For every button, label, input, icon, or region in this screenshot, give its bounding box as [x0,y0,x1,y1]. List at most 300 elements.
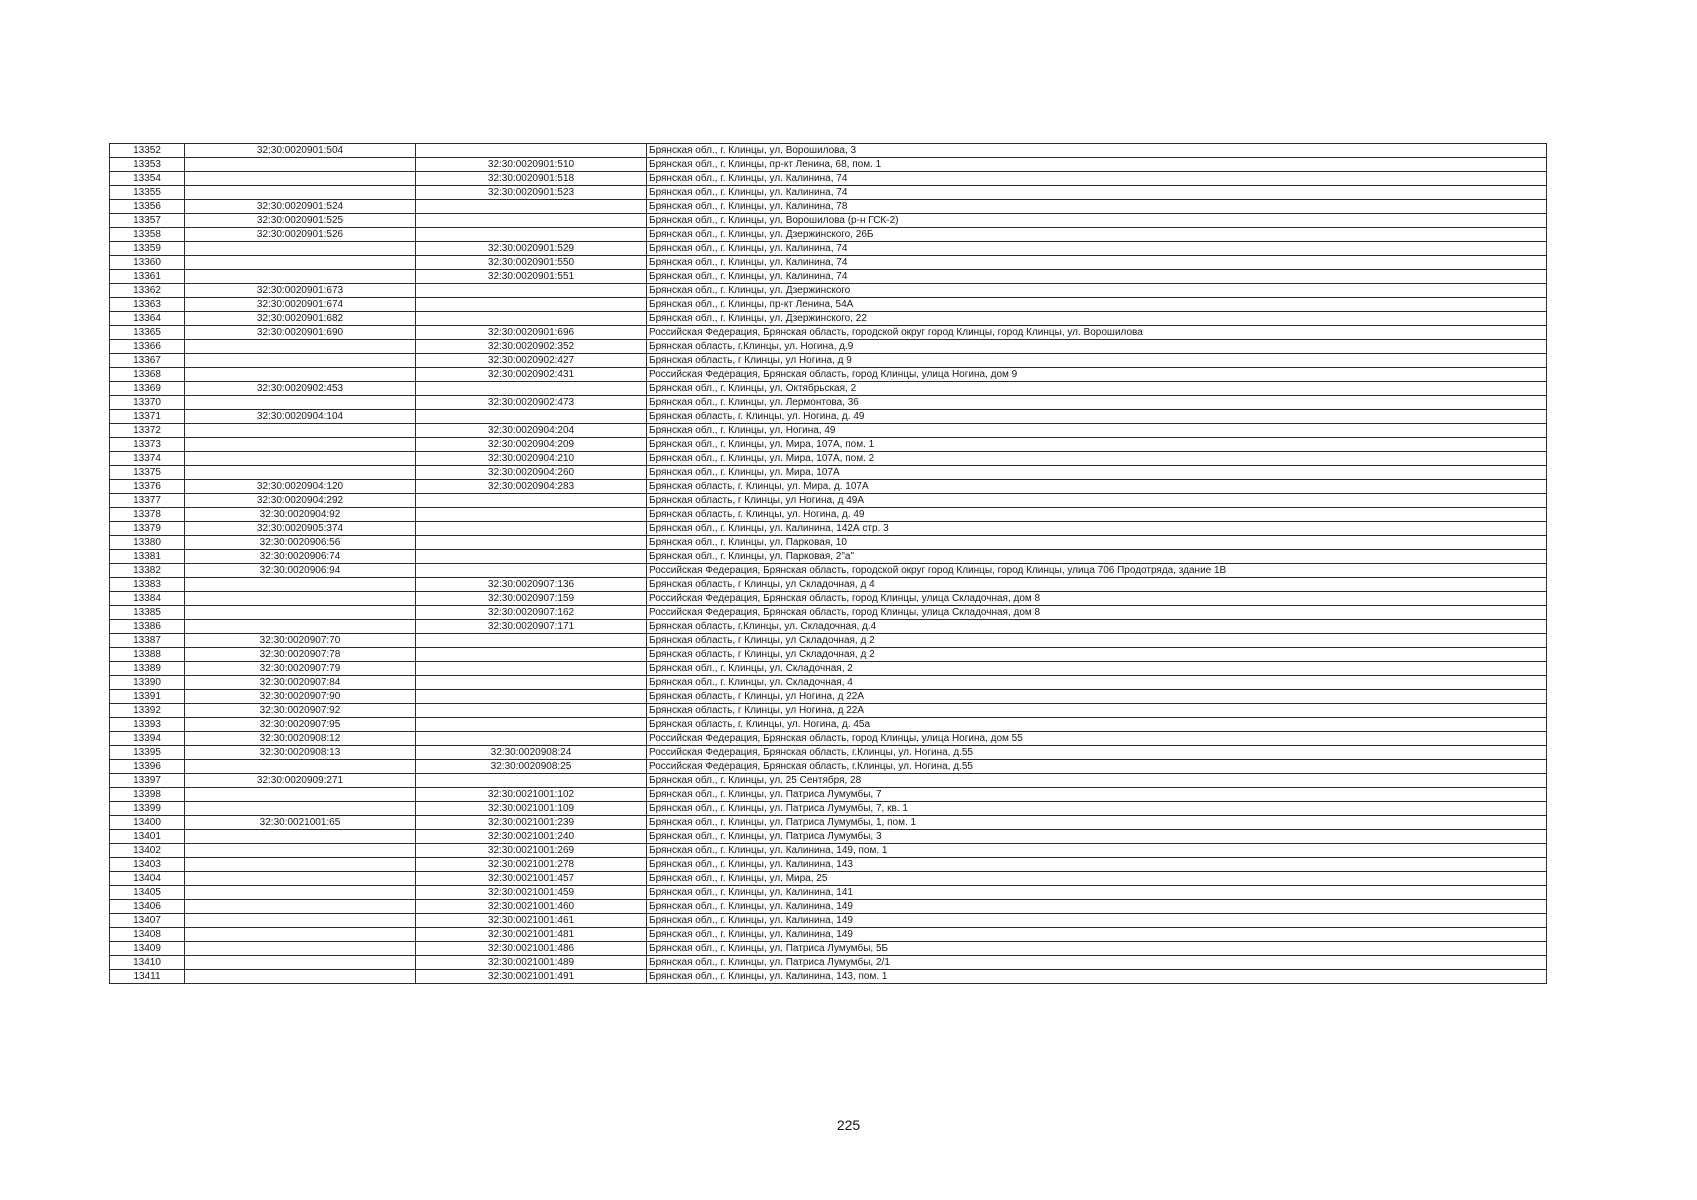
address-cell: Брянская обл., г. Клинцы, пр-кт Ленина, 68, пом. 1 [647,158,1547,172]
row-number-cell: 13405 [110,886,185,900]
address-cell: Брянская область, г.Клинцы, ул. Ногина, д.9 [647,340,1547,354]
table-row [110,900,1547,914]
cadastral-number-b-cell: 32:30:0020904:210 [416,452,647,466]
cadastral-number-b-cell: 32:30:0020908:24 [416,746,647,760]
cadastral-number-a-cell: 32:30:0020906:94 [185,564,416,578]
row-number-cell: 13370 [110,396,185,410]
table-row [110,690,1547,704]
address-cell: Брянская обл., г. Клинцы, ул. Ногина, 49 [647,424,1547,438]
cadastral-number-a-cell [185,760,416,774]
cadastral-number-a-cell [185,900,416,914]
cadastral-number-b-cell [416,312,647,326]
row-number-cell: 13353 [110,158,185,172]
table-row [110,410,1547,424]
cadastral-number-a-cell [185,830,416,844]
cadastral-number-b-cell: 32:30:0021001:457 [416,872,647,886]
address-cell: Брянская обл., г. Клинцы, ул. Калинина, 149 [647,928,1547,942]
cadastral-number-a-cell: 32:30:0020901:524 [185,200,416,214]
cadastral-number-b-cell [416,508,647,522]
address-cell: Брянская обл., г. Клинцы, ул. Мира, 25 [647,872,1547,886]
table-row [110,648,1547,662]
cadastral-number-b-cell: 32:30:0021001:239 [416,816,647,830]
table-row [110,494,1547,508]
cadastral-number-b-cell [416,382,647,396]
cadastral-number-a-cell [185,396,416,410]
table-row [110,872,1547,886]
address-cell: Российская Федерация, Брянская область, город Клинцы, улица Складочная, дом 8 [647,606,1547,620]
cadastral-number-b-cell: 32:30:0020907:171 [416,620,647,634]
cadastral-number-b-cell [416,284,647,298]
table-row [110,368,1547,382]
cadastral-number-a-cell [185,172,416,186]
cadastral-number-b-cell: 32:30:0021001:491 [416,970,647,984]
table-row [110,816,1547,830]
row-number-cell: 13400 [110,816,185,830]
address-cell: Брянская область, г Клинцы, ул Складочная, д 2 [647,634,1547,648]
cadastral-number-a-cell [185,466,416,480]
cadastral-number-b-cell [416,564,647,578]
cadastral-number-a-cell [185,256,416,270]
row-number-cell: 13354 [110,172,185,186]
cadastral-number-a-cell: 32:30:0020904:120 [185,480,416,494]
cadastral-number-a-cell: 32:30:0020901:526 [185,228,416,242]
address-cell: Брянская область, г Клинцы, ул Ногина, д 22А [647,704,1547,718]
row-number-cell: 13365 [110,326,185,340]
cadastral-number-a-cell [185,270,416,284]
table-row [110,480,1547,494]
cadastral-number-b-cell: 32:30:0021001:240 [416,830,647,844]
row-number-cell: 13402 [110,844,185,858]
row-number-cell: 13391 [110,690,185,704]
row-number-cell: 13367 [110,354,185,368]
cadastral-number-b-cell [416,214,647,228]
table-row [110,550,1547,564]
address-cell: Брянская область, г Клинцы, ул Ногина, д 9 [647,354,1547,368]
row-number-cell: 13372 [110,424,185,438]
cadastral-number-b-cell: 32:30:0021001:278 [416,858,647,872]
row-number-cell: 13371 [110,410,185,424]
address-cell: Брянская обл., г. Клинцы, ул. Калинина, 78 [647,200,1547,214]
row-number-cell: 13377 [110,494,185,508]
address-cell: Брянская обл., г. Клинцы, ул. Калинина, 74 [647,256,1547,270]
address-cell: Брянская обл., г. Клинцы, ул. Калинина, 149, пом. 1 [647,844,1547,858]
table-row [110,438,1547,452]
address-cell: Брянская обл., г. Клинцы, ул. Патриса Лумумбы, 1, пом. 1 [647,816,1547,830]
cadastral-number-a-cell: 32:30:0020901:674 [185,298,416,312]
cadastral-number-b-cell [416,662,647,676]
address-cell: Брянская обл., г. Клинцы, ул. 25 Сентября, 28 [647,774,1547,788]
row-number-cell: 13401 [110,830,185,844]
address-cell: Брянская обл., г. Клинцы, ул. Ворошилова (р-н ГСК-2) [647,214,1547,228]
cadastral-number-b-cell: 32:30:0021001:109 [416,802,647,816]
cadastral-number-b-cell: 32:30:0020902:431 [416,368,647,382]
table-row [110,424,1547,438]
row-number-cell: 13362 [110,284,185,298]
address-cell: Брянская обл., г. Клинцы, ул. Калинина, 143, пом. 1 [647,970,1547,984]
address-cell: Брянская обл., г. Клинцы, ул. Парковая, 2"а" [647,550,1547,564]
registry-table [109,143,1547,984]
row-number-cell: 13380 [110,536,185,550]
cadastral-number-b-cell: 32:30:0020904:209 [416,438,647,452]
row-number-cell: 13387 [110,634,185,648]
table-row [110,788,1547,802]
cadastral-number-a-cell: 32:30:0020909:271 [185,774,416,788]
cadastral-number-a-cell: 32:30:0020907:90 [185,690,416,704]
address-cell: Российская Федерация, Брянская область, город Клинцы, улица Ногина, дом 55 [647,732,1547,746]
table-row [110,228,1547,242]
table-row [110,844,1547,858]
row-number-cell: 13352 [110,144,185,158]
table-row [110,830,1547,844]
cadastral-number-b-cell [416,298,647,312]
row-number-cell: 13384 [110,592,185,606]
address-cell: Брянская обл., г. Клинцы, ул. Складочная, 2 [647,662,1547,676]
table-row [110,942,1547,956]
row-number-cell: 13392 [110,704,185,718]
cadastral-number-b-cell [416,704,647,718]
row-number-cell: 13394 [110,732,185,746]
table-row [110,158,1547,172]
address-cell: Российская Федерация, Брянская область, город Клинцы, улица Ногина, дом 9 [647,368,1547,382]
table-row [110,340,1547,354]
row-number-cell: 13373 [110,438,185,452]
cadastral-number-b-cell [416,718,647,732]
address-cell: Российская Федерация, Брянская область, г.Клинцы, ул. Ногина, д.55 [647,746,1547,760]
row-number-cell: 13407 [110,914,185,928]
table-row [110,732,1547,746]
cadastral-number-a-cell: 32:30:0020907:84 [185,676,416,690]
table-row [110,760,1547,774]
cadastral-number-a-cell [185,592,416,606]
cadastral-number-a-cell: 32:30:0020904:104 [185,410,416,424]
table-row [110,886,1547,900]
address-cell: Брянская обл., г. Клинцы, ул. Октябрьская, 2 [647,382,1547,396]
cadastral-number-a-cell [185,970,416,984]
table-row [110,606,1547,620]
cadastral-number-b-cell: 32:30:0021001:269 [416,844,647,858]
table-row [110,536,1547,550]
cadastral-number-a-cell [185,802,416,816]
table-row [110,242,1547,256]
cadastral-number-a-cell [185,844,416,858]
table-row [110,522,1547,536]
table-row [110,298,1547,312]
cadastral-number-a-cell: 32:30:0020905:374 [185,522,416,536]
cadastral-number-a-cell: 32:30:0020908:12 [185,732,416,746]
table-row [110,270,1547,284]
row-number-cell: 13355 [110,186,185,200]
address-cell: Брянская обл., г. Клинцы, ул. Мира, 107А, пом. 2 [647,452,1547,466]
table-row [110,564,1547,578]
cadastral-number-b-cell: 32:30:0020902:352 [416,340,647,354]
row-number-cell: 13397 [110,774,185,788]
cadastral-number-a-cell [185,942,416,956]
cadastral-number-b-cell: 32:30:0020907:162 [416,606,647,620]
cadastral-number-b-cell: 32:30:0020901:518 [416,172,647,186]
table-row [110,704,1547,718]
row-number-cell: 13393 [110,718,185,732]
cadastral-number-a-cell [185,424,416,438]
cadastral-number-b-cell: 32:30:0021001:461 [416,914,647,928]
address-cell: Брянская обл., г. Клинцы, ул. Дзержинского, 22 [647,312,1547,326]
address-cell: Брянская обл., г. Клинцы, ул. Лермонтова, 36 [647,396,1547,410]
cadastral-number-b-cell [416,410,647,424]
row-number-cell: 13379 [110,522,185,536]
cadastral-number-a-cell [185,368,416,382]
cadastral-number-a-cell: 32:30:0020906:74 [185,550,416,564]
address-cell: Брянская обл., г. Клинцы, ул. Калинина, 142А стр. 3 [647,522,1547,536]
cadastral-number-a-cell [185,914,416,928]
address-cell: Брянская область, г Клинцы, ул Складочная, д 4 [647,578,1547,592]
cadastral-number-b-cell: 32:30:0020902:473 [416,396,647,410]
row-number-cell: 13366 [110,340,185,354]
table-row [110,858,1547,872]
row-number-cell: 13410 [110,956,185,970]
row-number-cell: 13396 [110,760,185,774]
cadastral-number-a-cell: 32:30:0020907:79 [185,662,416,676]
table-row [110,326,1547,340]
address-cell: Брянская обл., г. Клинцы, ул. Калинина, 149 [647,914,1547,928]
address-cell: Брянская обл., г. Клинцы, ул. Дзержинского [647,284,1547,298]
table-row [110,354,1547,368]
address-cell: Брянская область, г. Клинцы, ул. Мира, д. 107А [647,480,1547,494]
row-number-cell: 13364 [110,312,185,326]
row-number-cell: 13390 [110,676,185,690]
cadastral-number-b-cell: 32:30:0020904:283 [416,480,647,494]
cadastral-number-b-cell [416,732,647,746]
cadastral-number-b-cell [416,144,647,158]
registry-table-body [110,144,1547,984]
row-number-cell: 13406 [110,900,185,914]
cadastral-number-a-cell [185,858,416,872]
address-cell: Брянская обл., г. Клинцы, ул. Калинина, 74 [647,172,1547,186]
address-cell: Брянская обл., г. Клинцы, ул. Складочная, 4 [647,676,1547,690]
row-number-cell: 13361 [110,270,185,284]
address-cell: Брянская область, г. Клинцы, ул. Ногина, д. 45а [647,718,1547,732]
cadastral-number-b-cell [416,200,647,214]
cadastral-number-b-cell: 32:30:0020901:550 [416,256,647,270]
address-cell: Брянская обл., г. Клинцы, ул. Патриса Лумумбы, 5Б [647,942,1547,956]
table-row [110,956,1547,970]
cadastral-number-b-cell: 32:30:0020908:25 [416,760,647,774]
cadastral-number-b-cell: 32:30:0020904:204 [416,424,647,438]
table-row [110,452,1547,466]
cadastral-number-a-cell: 32:30:0020908:13 [185,746,416,760]
table-row [110,396,1547,410]
cadastral-number-b-cell [416,536,647,550]
address-cell: Брянская обл., г. Клинцы, ул. Калинина, 149 [647,900,1547,914]
address-cell: Российская Федерация, Брянская область, г.Клинцы, ул. Ногина, д.55 [647,760,1547,774]
row-number-cell: 13399 [110,802,185,816]
row-number-cell: 13398 [110,788,185,802]
cadastral-number-a-cell: 32:30:0020901:504 [185,144,416,158]
cadastral-number-a-cell [185,606,416,620]
row-number-cell: 13381 [110,550,185,564]
table-row [110,200,1547,214]
row-number-cell: 13360 [110,256,185,270]
address-cell: Брянская обл., г. Клинцы, ул. Калинина, 74 [647,242,1547,256]
cadastral-number-a-cell: 32:30:0020907:70 [185,634,416,648]
address-cell: Брянская обл., г. Клинцы, ул. Калинина, 141 [647,886,1547,900]
row-number-cell: 13409 [110,942,185,956]
table-row [110,662,1547,676]
cadastral-number-a-cell: 32:30:0020901:690 [185,326,416,340]
table-row [110,214,1547,228]
row-number-cell: 13357 [110,214,185,228]
address-cell: Брянская обл., г. Клинцы, ул. Парковая, 10 [647,536,1547,550]
address-cell: Брянская обл., г. Клинцы, ул. Калинина, 143 [647,858,1547,872]
cadastral-number-b-cell [416,550,647,564]
table-row [110,256,1547,270]
cadastral-number-a-cell [185,452,416,466]
row-number-cell: 13395 [110,746,185,760]
cadastral-number-a-cell: 32:30:0020901:673 [185,284,416,298]
table-row [110,578,1547,592]
row-number-cell: 13359 [110,242,185,256]
cadastral-number-a-cell [185,340,416,354]
table-row [110,774,1547,788]
cadastral-number-a-cell: 32:30:0020907:78 [185,648,416,662]
table-row [110,620,1547,634]
cadastral-number-a-cell [185,158,416,172]
cadastral-number-a-cell [185,872,416,886]
cadastral-number-a-cell: 32:30:0020904:292 [185,494,416,508]
address-cell: Брянская область, г.Клинцы, ул. Складочная, д.4 [647,620,1547,634]
row-number-cell: 13356 [110,200,185,214]
table-row [110,914,1547,928]
address-cell: Брянская область, г. Клинцы, ул. Ногина, д. 49 [647,410,1547,424]
cadastral-number-a-cell: 32:30:0021001:65 [185,816,416,830]
cadastral-number-b-cell [416,690,647,704]
row-number-cell: 13374 [110,452,185,466]
row-number-cell: 13388 [110,648,185,662]
cadastral-number-b-cell: 32:30:0021001:460 [416,900,647,914]
address-cell: Российская Федерация, Брянская область, городской округ город Клинцы, город Клинцы, улица 706 Продотряда, здание 1В [647,564,1547,578]
address-cell: Брянская область, г Клинцы, ул Ногина, д 22А [647,690,1547,704]
cadastral-number-b-cell: 32:30:0021001:102 [416,788,647,802]
cadastral-number-a-cell [185,956,416,970]
cadastral-number-a-cell [185,438,416,452]
cadastral-number-b-cell [416,228,647,242]
cadastral-number-b-cell: 32:30:0021001:481 [416,928,647,942]
cadastral-number-b-cell [416,522,647,536]
cadastral-number-a-cell: 32:30:0020906:56 [185,536,416,550]
row-number-cell: 13403 [110,858,185,872]
address-cell: Брянская обл., г. Клинцы, ул. Патриса Лумумбы, 2/1 [647,956,1547,970]
cadastral-number-a-cell: 32:30:0020902:453 [185,382,416,396]
cadastral-number-b-cell: 32:30:0021001:486 [416,942,647,956]
cadastral-number-b-cell: 32:30:0020904:260 [416,466,647,480]
row-number-cell: 13378 [110,508,185,522]
address-cell: Брянская обл., г. Клинцы, ул. Мира, 107А [647,466,1547,480]
address-cell: Брянская область, г. Клинцы, ул. Ногина, д. 49 [647,508,1547,522]
address-cell: Брянская область, г Клинцы, ул Ногина, д 49А [647,494,1547,508]
cadastral-number-a-cell [185,788,416,802]
cadastral-number-b-cell: 32:30:0020901:696 [416,326,647,340]
table-row [110,592,1547,606]
cadastral-number-a-cell [185,886,416,900]
address-cell: Брянская обл., г. Клинцы, ул. Калинина, 74 [647,186,1547,200]
cadastral-number-b-cell [416,634,647,648]
row-number-cell: 13383 [110,578,185,592]
row-number-cell: 13363 [110,298,185,312]
row-number-cell: 13376 [110,480,185,494]
table-row [110,970,1547,984]
cadastral-number-b-cell: 32:30:0020902:427 [416,354,647,368]
address-cell: Брянская обл., г. Клинцы, ул. Ворошилова, 3 [647,144,1547,158]
address-cell: Брянская обл., г. Клинцы, пр-кт Ленина, 54А [647,298,1547,312]
address-cell: Российская Федерация, Брянская область, городской округ город Клинцы, город Клинцы, ул. Ворошилова [647,326,1547,340]
cadastral-number-a-cell: 32:30:0020907:92 [185,704,416,718]
table-row [110,802,1547,816]
row-number-cell: 13411 [110,970,185,984]
table-row [110,186,1547,200]
row-number-cell: 13375 [110,466,185,480]
cadastral-number-a-cell [185,578,416,592]
address-cell: Брянская обл., г. Клинцы, ул. Дзержинского, 26Б [647,228,1547,242]
cadastral-number-b-cell: 32:30:0020907:136 [416,578,647,592]
address-cell: Брянская обл., г. Клинцы, ул. Калинина, 74 [647,270,1547,284]
address-cell: Брянская обл., г. Клинцы, ул. Патриса Лумумбы, 7, кв. 1 [647,802,1547,816]
table-row [110,382,1547,396]
table-row [110,718,1547,732]
row-number-cell: 13408 [110,928,185,942]
cadastral-number-a-cell [185,354,416,368]
row-number-cell: 13382 [110,564,185,578]
cadastral-number-b-cell: 32:30:0020901:523 [416,186,647,200]
cadastral-number-b-cell [416,676,647,690]
table-row [110,172,1547,186]
table-row [110,928,1547,942]
cadastral-number-b-cell: 32:30:0020901:510 [416,158,647,172]
cadastral-number-b-cell [416,774,647,788]
table-row [110,284,1547,298]
row-number-cell: 13368 [110,368,185,382]
cadastral-number-a-cell [185,186,416,200]
cadastral-number-b-cell [416,648,647,662]
row-number-cell: 13389 [110,662,185,676]
address-cell: Брянская обл., г. Клинцы, ул. Патриса Лумумбы, 3 [647,830,1547,844]
cadastral-number-b-cell: 32:30:0020901:529 [416,242,647,256]
cadastral-number-a-cell: 32:30:0020901:682 [185,312,416,326]
row-number-cell: 13358 [110,228,185,242]
cadastral-number-a-cell [185,928,416,942]
cadastral-number-a-cell: 32:30:0020907:95 [185,718,416,732]
table-row [110,508,1547,522]
table-row [110,746,1547,760]
table-row [110,144,1547,158]
address-cell: Брянская область, г Клинцы, ул Складочная, д 2 [647,648,1547,662]
address-cell: Брянская обл., г. Клинцы, ул. Патриса Лумумбы, 7 [647,788,1547,802]
cadastral-number-b-cell: 32:30:0020901:551 [416,270,647,284]
page-number: 225 [836,1117,861,1133]
cadastral-number-b-cell [416,494,647,508]
row-number-cell: 13404 [110,872,185,886]
cadastral-number-b-cell: 32:30:0020907:159 [416,592,647,606]
cadastral-number-a-cell [185,242,416,256]
cadastral-number-b-cell: 32:30:0021001:489 [416,956,647,970]
cadastral-number-a-cell: 32:30:0020904:92 [185,508,416,522]
table-row [110,466,1547,480]
table-row [110,676,1547,690]
cadastral-number-a-cell [185,620,416,634]
cadastral-number-a-cell: 32:30:0020901:525 [185,214,416,228]
row-number-cell: 13385 [110,606,185,620]
row-number-cell: 13369 [110,382,185,396]
row-number-cell: 13386 [110,620,185,634]
address-cell: Российская Федерация, Брянская область, город Клинцы, улица Складочная, дом 8 [647,592,1547,606]
address-cell: Брянская обл., г. Клинцы, ул. Мира, 107А, пом. 1 [647,438,1547,452]
